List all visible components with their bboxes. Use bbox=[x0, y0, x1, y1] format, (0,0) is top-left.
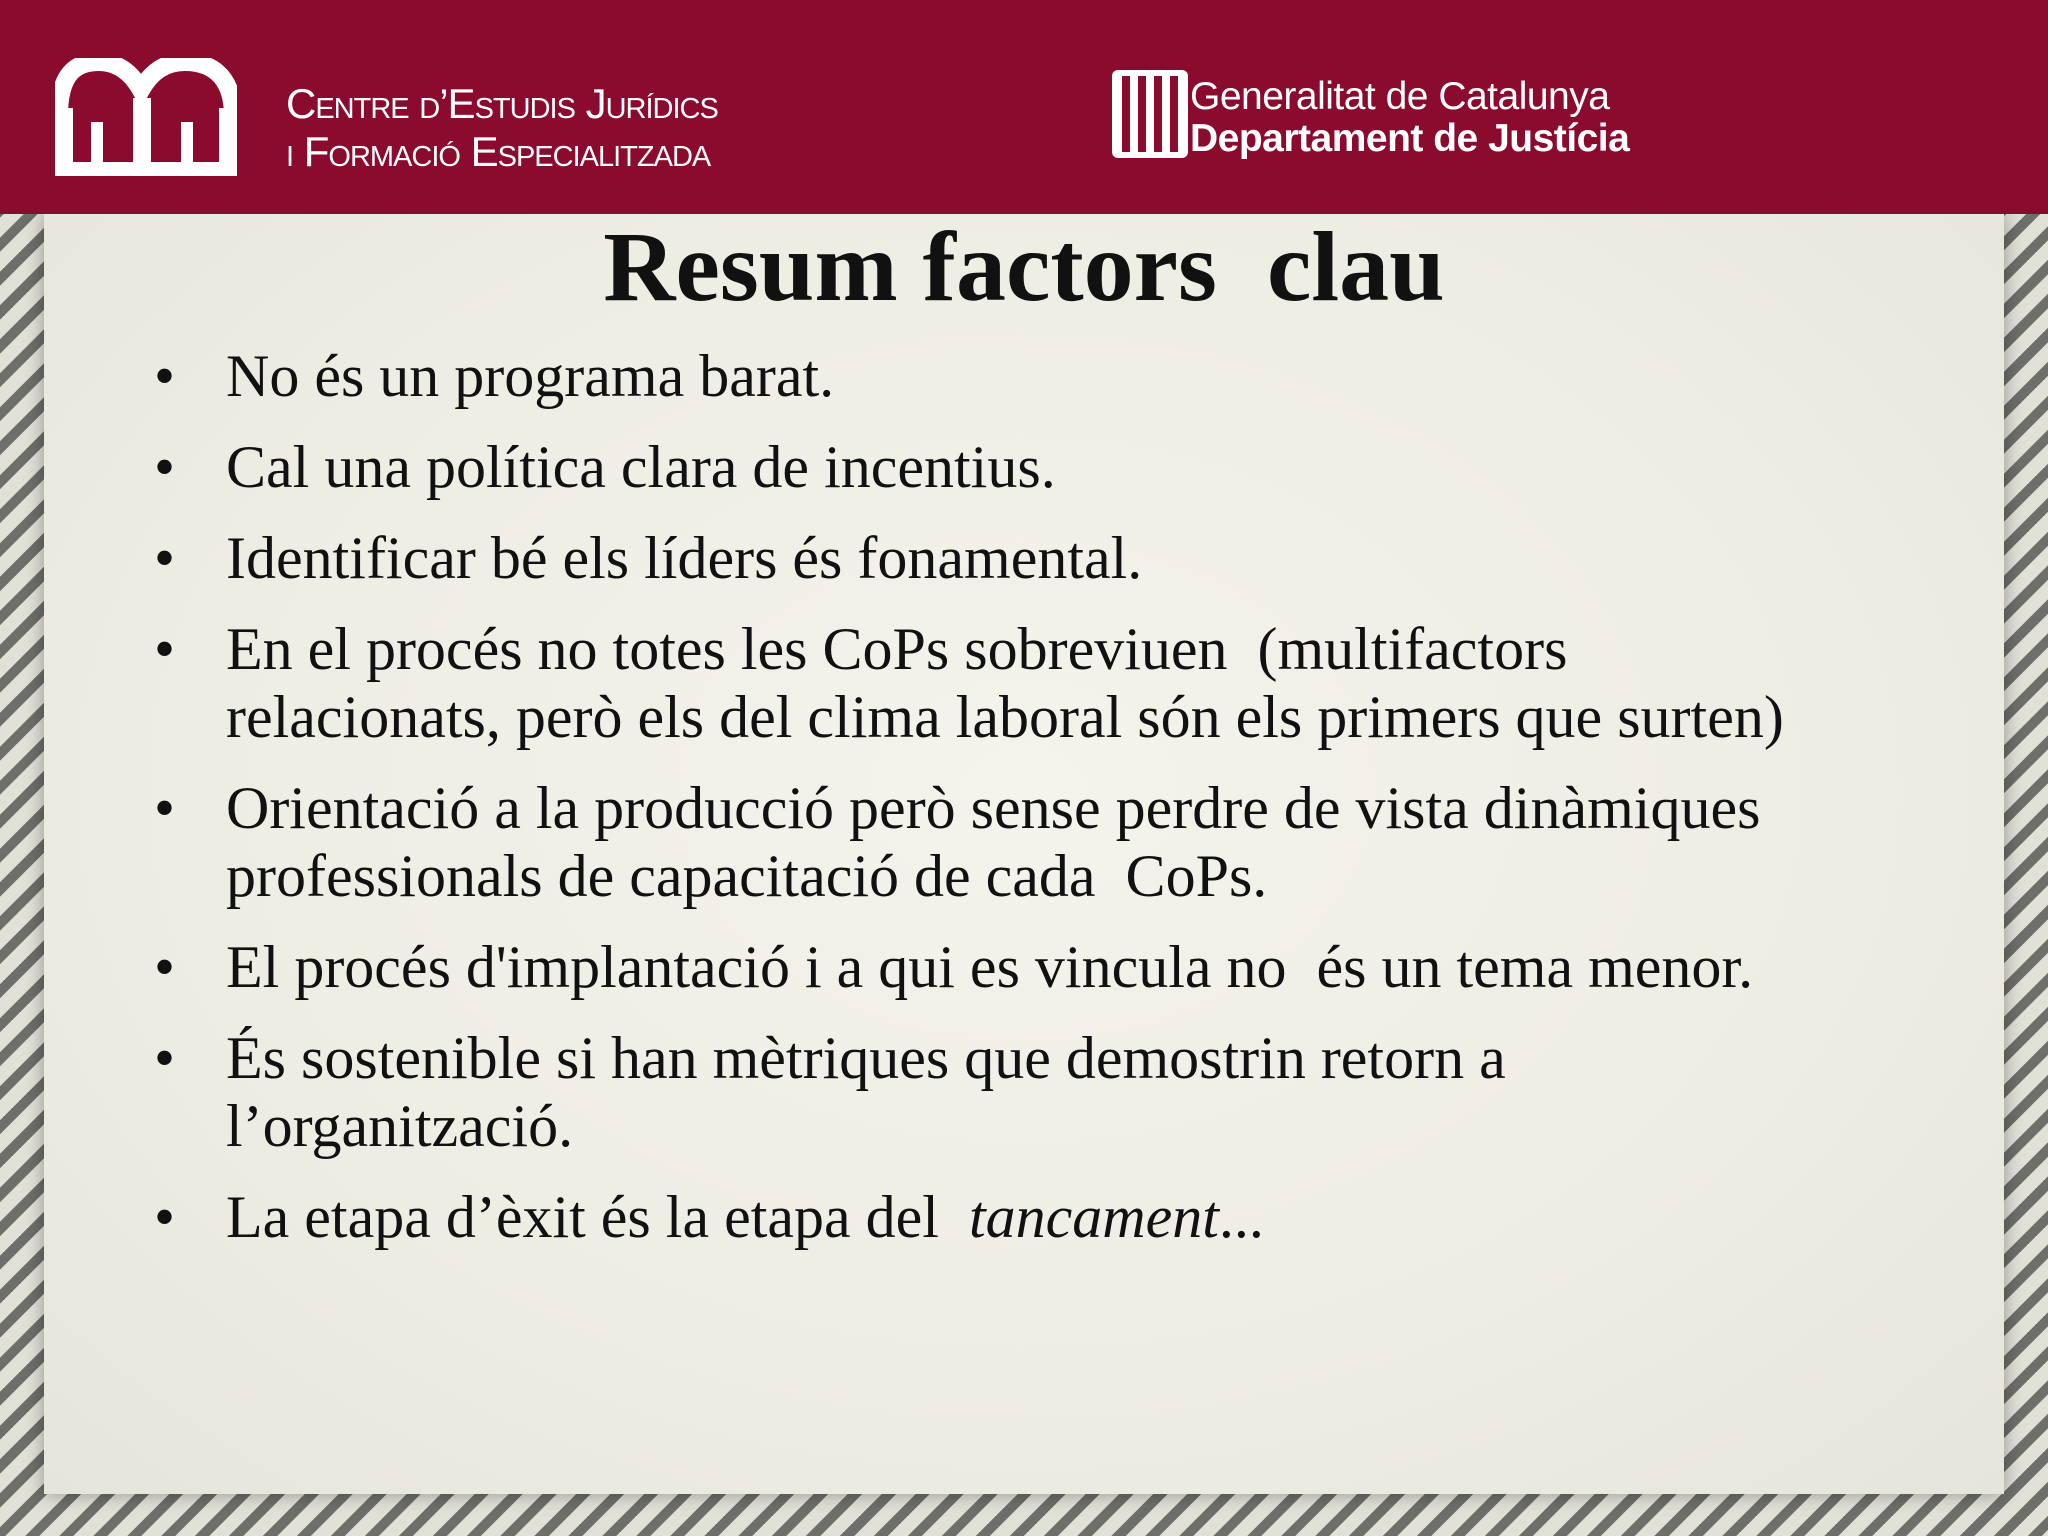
bullet-icon: • bbox=[154, 775, 176, 841]
bullet-item bbox=[150, 524, 1790, 592]
bullet-icon: • bbox=[154, 1025, 176, 1091]
bullet-icon: • bbox=[154, 343, 176, 409]
bullet-text: No és un programa barat. bbox=[226, 343, 835, 409]
bullet-icon: • bbox=[154, 934, 176, 1000]
bullet-icon: • bbox=[154, 616, 176, 682]
cejfe-line-1: Centre d’Estudis Jurídics bbox=[286, 80, 718, 127]
bullet-item bbox=[150, 433, 1790, 501]
bullet-text-suffix: ... bbox=[1218, 1184, 1264, 1250]
cejfe-name bbox=[286, 80, 718, 176]
bullet-item bbox=[150, 342, 1790, 410]
bullet-text: En el procés no totes les CoPs sobreviuen (multifactors relacionats, però els del clima laboral són els primers que surten) bbox=[226, 616, 1784, 750]
bullet-text: És sostenible si han mètriques que demostrin retorn a l’organització. bbox=[226, 1025, 1521, 1159]
cejfe-line-2: i Formació Especialitzada bbox=[286, 128, 711, 175]
header-banner bbox=[0, 0, 2048, 214]
generalitat-line-1: Generalitat de Catalunya bbox=[1190, 75, 1610, 118]
bullet-item bbox=[150, 1024, 1790, 1160]
cejfe-logo-icon bbox=[55, 58, 237, 176]
bullet-text-italic: tancament bbox=[968, 1184, 1219, 1250]
bullet-icon: • bbox=[154, 1184, 176, 1250]
bullet-item bbox=[150, 615, 1790, 751]
generalitat-name bbox=[1190, 76, 1629, 160]
bullet-icon: • bbox=[154, 525, 176, 591]
generalitat-logo-icon bbox=[1112, 66, 1188, 162]
bullet-text-prefix: La etapa d’èxit és la etapa del bbox=[226, 1184, 969, 1250]
bullet-item bbox=[150, 774, 1790, 910]
bullet-text: Identificar bé els líders és fonamental. bbox=[226, 525, 1143, 591]
slide-title: Resum factors clau bbox=[603, 211, 1445, 322]
bullet-item bbox=[150, 933, 1790, 1001]
bullet-list bbox=[150, 342, 1790, 1274]
bullet-text: Cal una política clara de incentius. bbox=[226, 434, 1056, 500]
bullet-item-last bbox=[150, 1183, 1790, 1251]
generalitat-line-2: Departament de Justícia bbox=[1190, 117, 1630, 160]
bullet-text: El procés d'implantació i a qui es vincula no és un tema menor. bbox=[226, 934, 1754, 1000]
bullet-icon: • bbox=[154, 434, 176, 500]
bullet-text: Orientació a la producció però sense perdre de vista dinàmiques professionals de capacitació de cada CoPs. bbox=[226, 775, 1776, 909]
